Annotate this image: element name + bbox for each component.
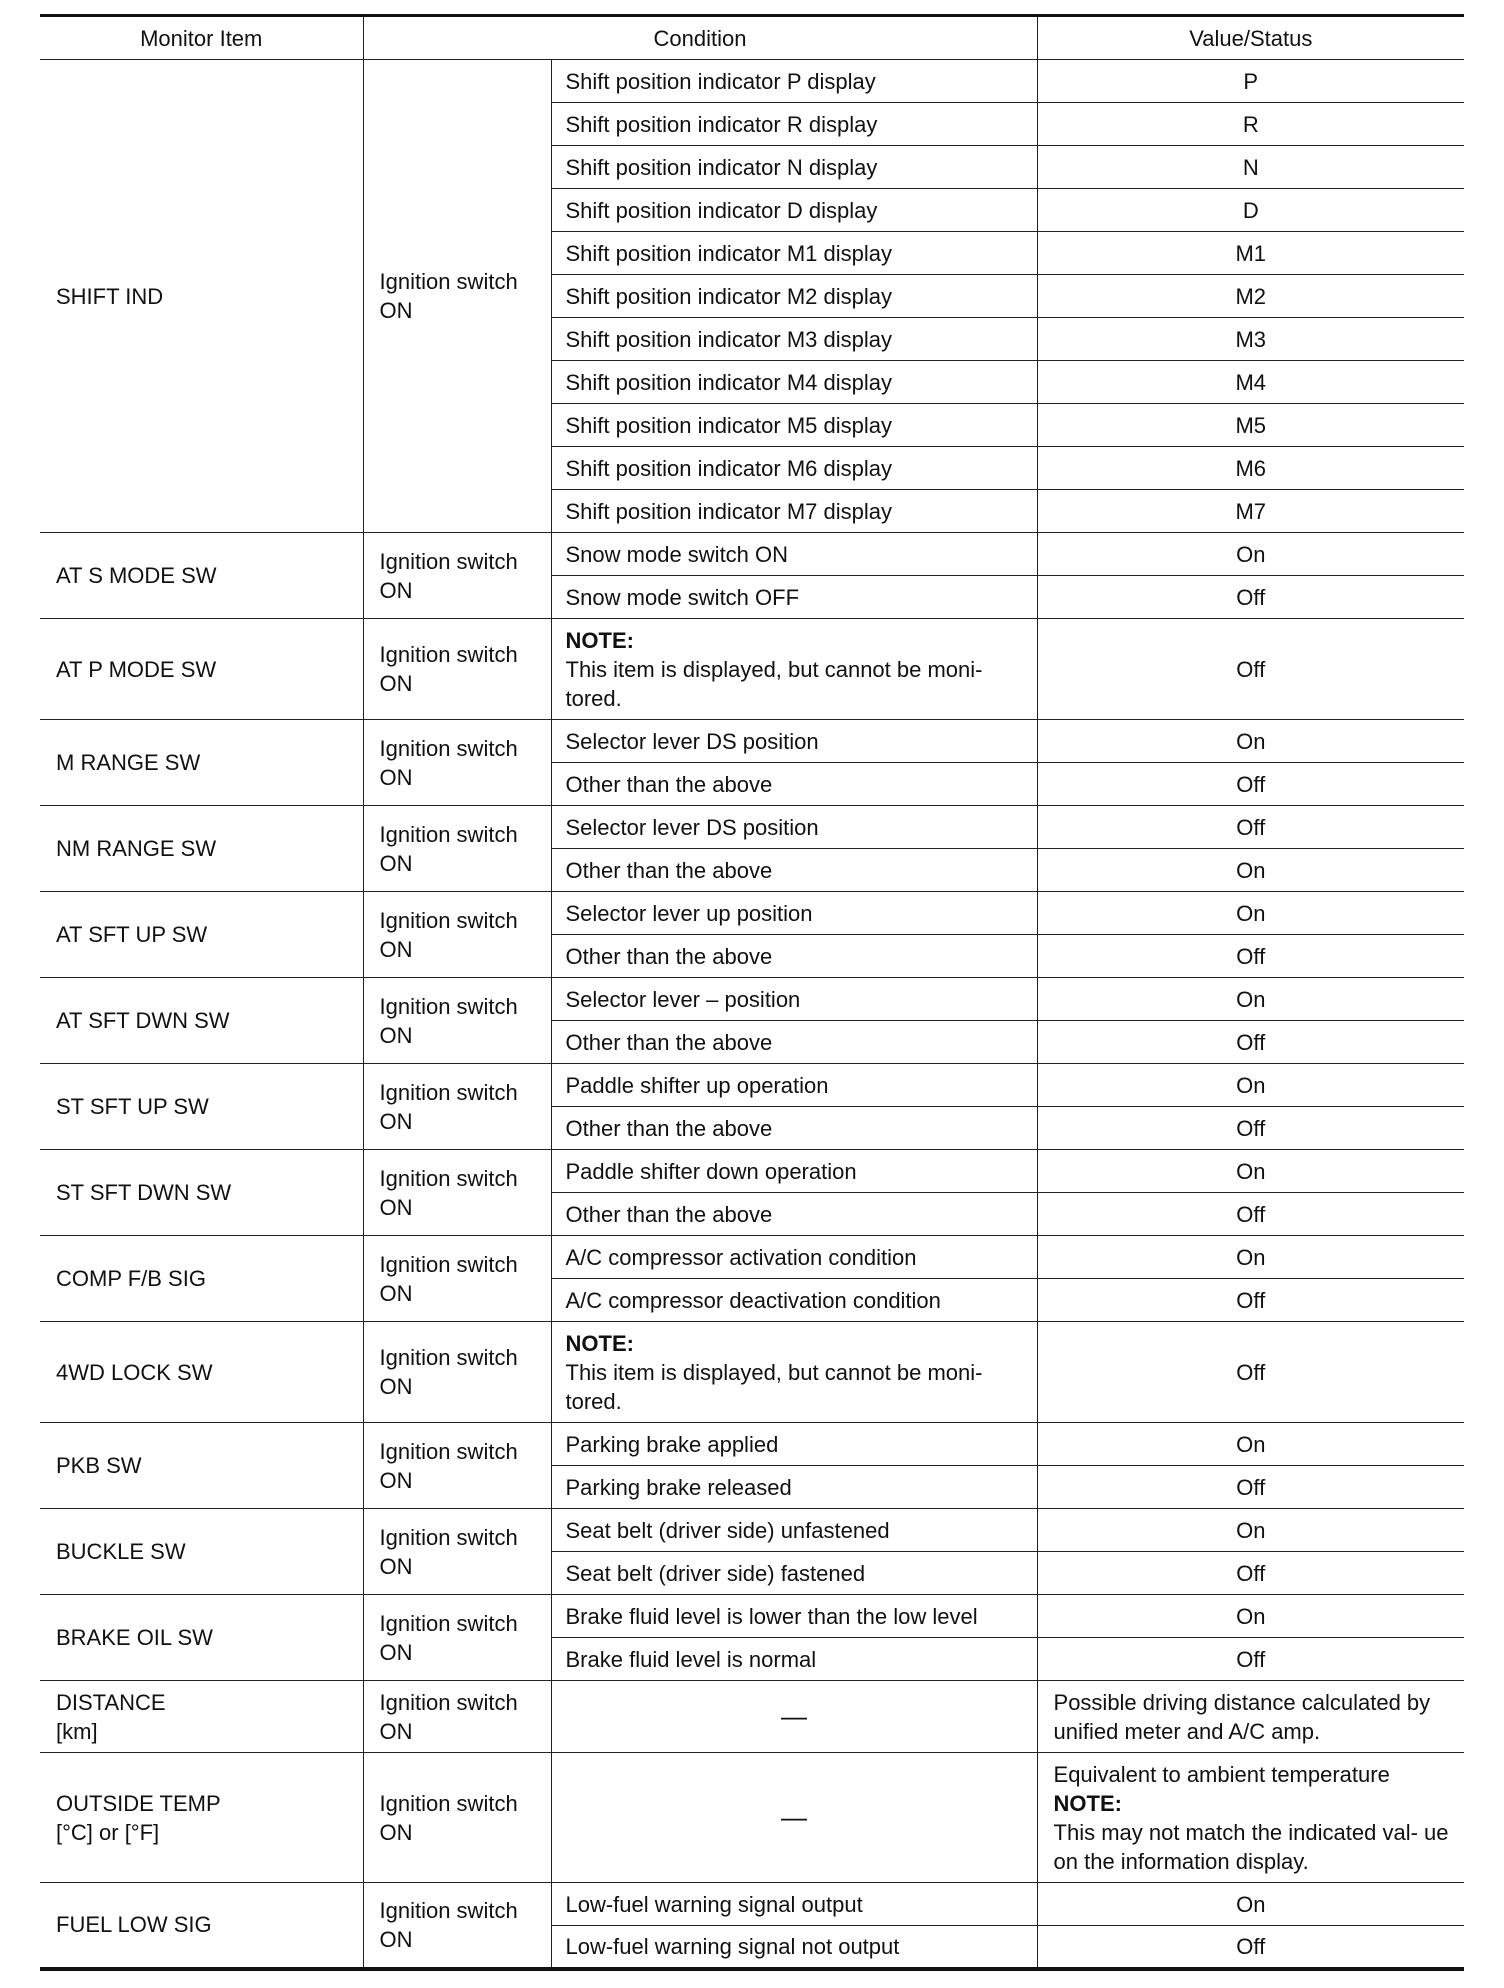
table-row bbox=[40, 60, 1464, 103]
table-row bbox=[40, 1509, 1464, 1552]
header-monitor-item: Monitor Item bbox=[40, 16, 363, 60]
condition-note-cell bbox=[551, 619, 1037, 720]
value-cell: Off bbox=[1037, 1107, 1464, 1150]
condition-dash-cell bbox=[551, 1681, 1037, 1753]
condition-cell: Shift position indicator M3 display bbox=[551, 318, 1037, 361]
monitor-item-cell bbox=[40, 1064, 363, 1150]
table-row bbox=[40, 892, 1464, 935]
value-cell: Off bbox=[1037, 1279, 1464, 1322]
value-cell: Off bbox=[1037, 1322, 1464, 1423]
monitor-item-cell bbox=[40, 1423, 363, 1509]
ignition-switch-cell: Ignition switch ON bbox=[363, 1883, 551, 1969]
table-row bbox=[40, 806, 1464, 849]
value-description-cell bbox=[1037, 1681, 1464, 1753]
monitor-item-name: OUTSIDE TEMP bbox=[56, 1790, 221, 1816]
monitor-item-unit: [°C] or [°F] bbox=[56, 1819, 160, 1845]
condition-cell: A/C compressor activation condition bbox=[551, 1236, 1037, 1279]
value-cell: On bbox=[1037, 849, 1464, 892]
table-row bbox=[40, 1150, 1464, 1193]
condition-cell: A/C compressor deactivation condition bbox=[551, 1279, 1037, 1322]
condition-cell: Other than the above bbox=[551, 849, 1037, 892]
value-note-text: This may not match the indicated val- ue on the information display. bbox=[1053, 1819, 1449, 1874]
monitor-item-cell bbox=[40, 892, 363, 978]
value-cell: On bbox=[1037, 978, 1464, 1021]
value-cell: Off bbox=[1037, 576, 1464, 619]
monitor-item-cell bbox=[40, 1681, 363, 1753]
condition-cell: Other than the above bbox=[551, 1193, 1037, 1236]
ignition-switch-cell: Ignition switch ON bbox=[363, 1423, 551, 1509]
value-cell: M6 bbox=[1037, 447, 1464, 490]
condition-cell: Shift position indicator M5 display bbox=[551, 404, 1037, 447]
monitor-item-cell bbox=[40, 533, 363, 619]
value-description-cell bbox=[1037, 1753, 1464, 1883]
ignition-switch-cell: Ignition switch ON bbox=[363, 533, 551, 619]
monitor-item-name: COMP F/B SIG bbox=[56, 1266, 206, 1291]
value-cell: P bbox=[1037, 60, 1464, 103]
monitor-item-cell bbox=[40, 1509, 363, 1595]
dash-mark: — bbox=[781, 1700, 807, 1731]
note-label: NOTE: bbox=[565, 1330, 634, 1356]
value-cell: M5 bbox=[1037, 404, 1464, 447]
condition-cell: Selector lever up position bbox=[551, 892, 1037, 935]
ignition-switch-cell: Ignition switch ON bbox=[363, 892, 551, 978]
table-row bbox=[40, 619, 1464, 720]
value-cell: Off bbox=[1037, 1466, 1464, 1509]
table-row bbox=[40, 720, 1464, 763]
value-cell: Off bbox=[1037, 806, 1464, 849]
table-row bbox=[40, 1064, 1464, 1107]
condition-cell: Shift position indicator R display bbox=[551, 103, 1037, 146]
condition-cell: Other than the above bbox=[551, 935, 1037, 978]
value-cell: Off bbox=[1037, 1021, 1464, 1064]
value-cell: Off bbox=[1037, 1638, 1464, 1681]
value-cell: D bbox=[1037, 189, 1464, 232]
monitor-item-cell bbox=[40, 1236, 363, 1322]
note-text: This item is displayed, but cannot be moni- tored. bbox=[565, 1359, 983, 1414]
monitor-item-name: BUCKLE SW bbox=[56, 1539, 186, 1564]
ignition-switch-cell: Ignition switch ON bbox=[363, 978, 551, 1064]
monitor-item-name: AT SFT UP SW bbox=[56, 922, 208, 947]
table-row bbox=[40, 1753, 1464, 1883]
condition-cell: Parking brake applied bbox=[551, 1423, 1037, 1466]
monitor-item-cell bbox=[40, 1150, 363, 1236]
monitor-item-table bbox=[40, 14, 1464, 1971]
condition-cell: Other than the above bbox=[551, 1107, 1037, 1150]
value-cell: M1 bbox=[1037, 232, 1464, 275]
monitor-item-name: FUEL LOW SIG bbox=[56, 1912, 212, 1938]
monitor-item-name: 4WD LOCK SW bbox=[56, 1359, 213, 1385]
note-label: NOTE: bbox=[1053, 1790, 1122, 1816]
condition-cell: Shift position indicator M2 display bbox=[551, 275, 1037, 318]
condition-cell: Selector lever – position bbox=[551, 978, 1037, 1021]
ignition-switch-cell: Ignition switch ON bbox=[363, 806, 551, 892]
condition-cell: Seat belt (driver side) unfastened bbox=[551, 1509, 1037, 1552]
value-description: Possible driving distance calculated by unified meter and A/C amp. bbox=[1053, 1689, 1431, 1744]
table-row bbox=[40, 533, 1464, 576]
condition-cell: Paddle shifter down operation bbox=[551, 1150, 1037, 1193]
value-cell: M4 bbox=[1037, 361, 1464, 404]
condition-cell: Other than the above bbox=[551, 1021, 1037, 1064]
condition-cell: Shift position indicator N display bbox=[551, 146, 1037, 189]
value-cell: M7 bbox=[1037, 490, 1464, 533]
ignition-switch-cell: Ignition switch ON bbox=[363, 1595, 551, 1681]
monitor-item-cell bbox=[40, 1322, 363, 1423]
condition-cell: Snow mode switch ON bbox=[551, 533, 1037, 576]
condition-cell: Shift position indicator M1 display bbox=[551, 232, 1037, 275]
value-cell: Off bbox=[1037, 763, 1464, 806]
table-row bbox=[40, 1423, 1464, 1466]
value-cell: On bbox=[1037, 892, 1464, 935]
monitor-item-name: BRAKE OIL SW bbox=[56, 1625, 213, 1650]
condition-cell: Paddle shifter up operation bbox=[551, 1064, 1037, 1107]
monitor-item-name: ST SFT DWN SW bbox=[56, 1180, 232, 1205]
value-cell: On bbox=[1037, 720, 1464, 763]
table-body bbox=[40, 60, 1464, 1969]
monitor-item-name: M RANGE SW bbox=[56, 750, 201, 775]
monitor-item-cell bbox=[40, 1753, 363, 1883]
condition-cell: Shift position indicator M7 display bbox=[551, 490, 1037, 533]
monitor-item-name: PKB SW bbox=[56, 1453, 142, 1478]
condition-cell: Shift position indicator M4 display bbox=[551, 361, 1037, 404]
ignition-switch-cell: Ignition switch ON bbox=[363, 1681, 551, 1753]
value-cell: Off bbox=[1037, 935, 1464, 978]
monitor-item-name: ST SFT UP SW bbox=[56, 1094, 209, 1119]
value-cell: M2 bbox=[1037, 275, 1464, 318]
monitor-item-cell bbox=[40, 619, 363, 720]
condition-cell: Other than the above bbox=[551, 763, 1037, 806]
table-row bbox=[40, 1236, 1464, 1279]
note-label: NOTE: bbox=[565, 627, 634, 653]
ignition-switch-cell: Ignition switch ON bbox=[363, 60, 551, 533]
monitor-item-name: AT P MODE SW bbox=[56, 656, 217, 682]
header-condition: Condition bbox=[363, 16, 1037, 60]
condition-cell: Shift position indicator P display bbox=[551, 60, 1037, 103]
table-row bbox=[40, 978, 1464, 1021]
ignition-switch-cell: Ignition switch ON bbox=[363, 619, 551, 720]
table-row bbox=[40, 1883, 1464, 1926]
value-cell: Off bbox=[1037, 1552, 1464, 1595]
condition-cell: Brake fluid level is lower than the low level bbox=[551, 1595, 1037, 1638]
ignition-switch-cell: Ignition switch ON bbox=[363, 1322, 551, 1423]
condition-cell: Snow mode switch OFF bbox=[551, 576, 1037, 619]
monitor-item-unit: [km] bbox=[56, 1718, 98, 1744]
monitor-item-cell bbox=[40, 720, 363, 806]
monitor-item-name: DISTANCE bbox=[56, 1689, 166, 1715]
note-text: This item is displayed, but cannot be moni- tored. bbox=[565, 656, 983, 711]
condition-cell: Low-fuel warning signal not output bbox=[551, 1926, 1037, 1969]
value-cell: On bbox=[1037, 1236, 1464, 1279]
value-cell: On bbox=[1037, 1064, 1464, 1107]
monitor-item-name: SHIFT IND bbox=[56, 283, 164, 309]
condition-dash-cell bbox=[551, 1753, 1037, 1883]
ignition-switch-cell: Ignition switch ON bbox=[363, 720, 551, 806]
ignition-switch-cell: Ignition switch ON bbox=[363, 1150, 551, 1236]
value-cell: On bbox=[1037, 533, 1464, 576]
ignition-switch-cell: Ignition switch ON bbox=[363, 1509, 551, 1595]
monitor-item-name: AT S MODE SW bbox=[56, 563, 217, 588]
ignition-switch-cell: Ignition switch ON bbox=[363, 1064, 551, 1150]
value-cell: Off bbox=[1037, 1193, 1464, 1236]
value-cell: R bbox=[1037, 103, 1464, 146]
condition-cell: Seat belt (driver side) fastened bbox=[551, 1552, 1037, 1595]
table-row bbox=[40, 1322, 1464, 1423]
monitor-item-name: AT SFT DWN SW bbox=[56, 1008, 230, 1033]
table-row bbox=[40, 1681, 1464, 1753]
condition-cell: Shift position indicator M6 display bbox=[551, 447, 1037, 490]
table-header-row bbox=[40, 16, 1464, 60]
condition-cell: Low-fuel warning signal output bbox=[551, 1883, 1037, 1926]
value-cell: Off bbox=[1037, 1926, 1464, 1969]
value-cell: On bbox=[1037, 1509, 1464, 1552]
value-cell: On bbox=[1037, 1423, 1464, 1466]
value-description: Equivalent to ambient temperature bbox=[1053, 1761, 1390, 1787]
dash-mark: — bbox=[781, 1801, 807, 1832]
value-cell: On bbox=[1037, 1150, 1464, 1193]
monitor-item-name: NM RANGE SW bbox=[56, 836, 217, 861]
monitor-item-cell bbox=[40, 1595, 363, 1681]
table-row bbox=[40, 1595, 1464, 1638]
ignition-switch-cell: Ignition switch ON bbox=[363, 1753, 551, 1883]
value-cell: N bbox=[1037, 146, 1464, 189]
condition-cell: Selector lever DS position bbox=[551, 720, 1037, 763]
condition-cell: Brake fluid level is normal bbox=[551, 1638, 1037, 1681]
monitor-item-cell bbox=[40, 1883, 363, 1969]
value-cell: On bbox=[1037, 1595, 1464, 1638]
value-cell: Off bbox=[1037, 619, 1464, 720]
condition-cell: Shift position indicator D display bbox=[551, 189, 1037, 232]
ignition-switch-cell: Ignition switch ON bbox=[363, 1236, 551, 1322]
value-cell: M3 bbox=[1037, 318, 1464, 361]
header-value-status: Value/Status bbox=[1037, 16, 1464, 60]
condition-cell: Parking brake released bbox=[551, 1466, 1037, 1509]
condition-cell: Selector lever DS position bbox=[551, 806, 1037, 849]
condition-note-cell bbox=[551, 1322, 1037, 1423]
value-cell: On bbox=[1037, 1883, 1464, 1926]
monitor-item-cell bbox=[40, 806, 363, 892]
monitor-item-cell bbox=[40, 978, 363, 1064]
monitor-item-cell bbox=[40, 60, 363, 533]
